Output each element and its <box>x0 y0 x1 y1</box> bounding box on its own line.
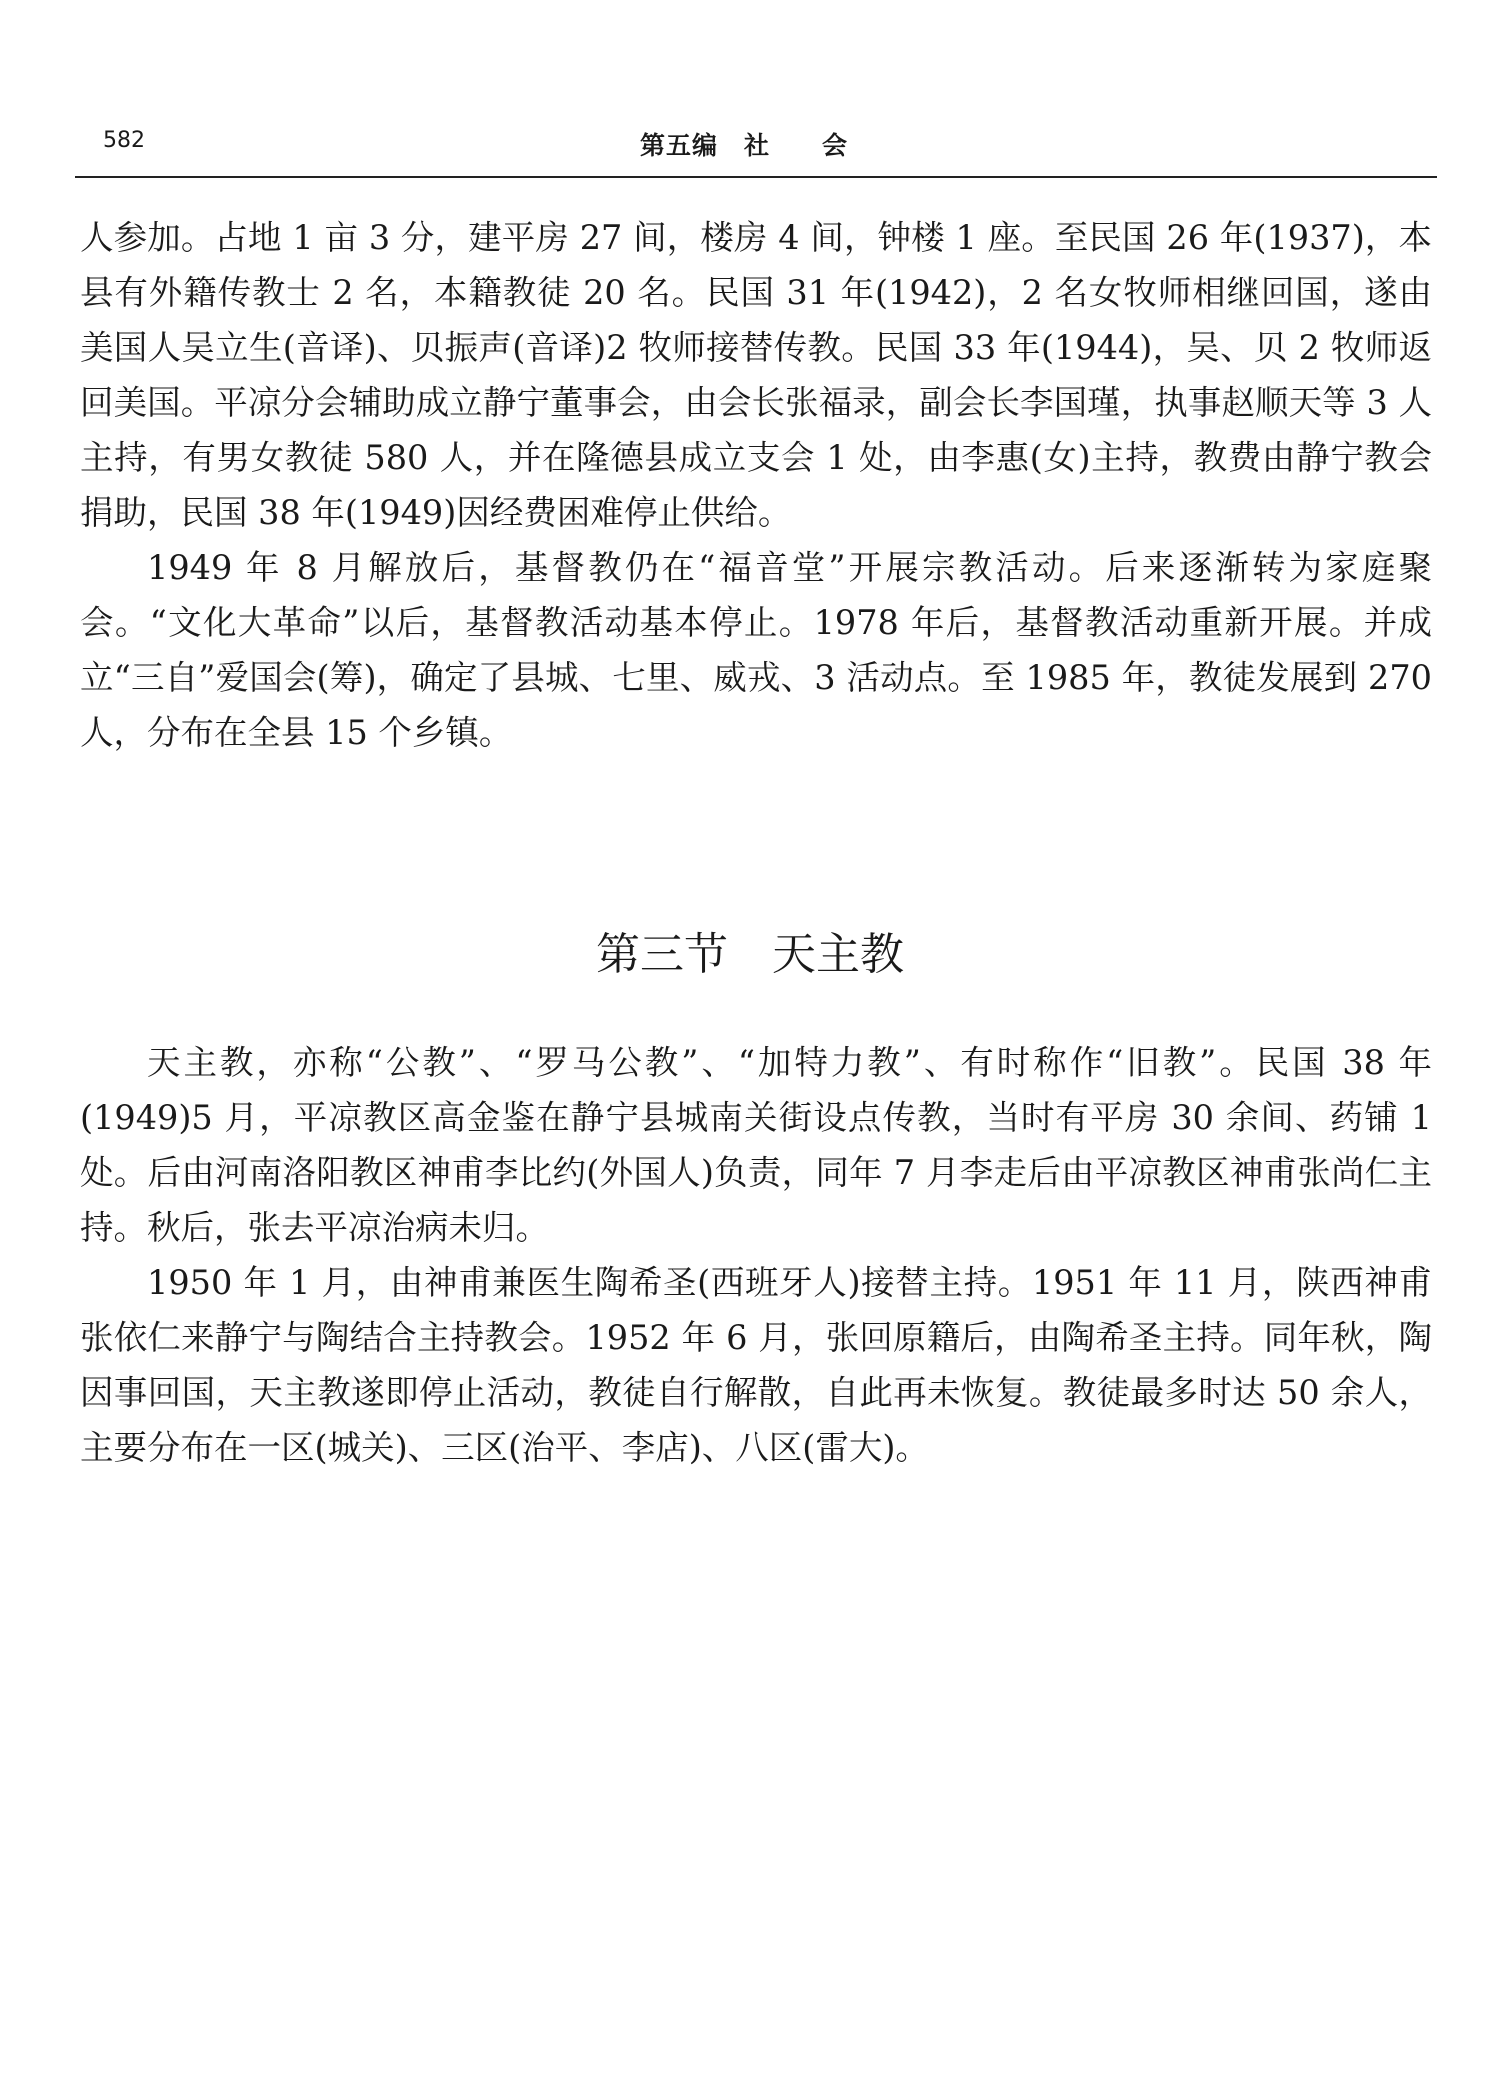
page-header <box>75 124 1435 172</box>
running-title: 第五编 社 会 <box>640 131 849 160</box>
paragraph-continued: 人参加。占地 1 亩 3 分，建平房 27 间，楼房 4 间，钟楼 1 座。至民国 26 年(1937)，本县有外籍传教士 2 名，本籍教徒 20 名。民国 31 年(1942)，2 名女牧师相继回国，遂由美国人吴立生(音译)、贝振声(音译)2 牧师接替传教。民国 33 年(1944)，吴、贝 2 牧师返回美国。平凉分会辅助成立静宁董事会，由会长张福录，副会长李国瑾，执事赵顺天等 3 人主持，有男女教徒 580 人，并在隆德县成立支会 1 处，由李惠(女)主持，教费由静宁教会捐助，民国 38 年(1949)因经费困难停止供给。 <box>80 218 1432 532</box>
paragraph: 1950 年 1 月，由神甫兼医生陶希圣(西班牙人)接替主持。1951 年 11 月，陕西神甫张依仁来静宁与陶结合主持教会。1952 年 6 月，张回原籍后，由陶希圣主持。同年秋，陶因事回国，天主教遂即停止活动，教徒自行解散，自此再未恢复。教徒最多时达 50 余人，主要分布在一区(城关)、三区(治平、李店)、八区(雷大)。 <box>80 1263 1432 1467</box>
header-rule <box>75 176 1437 178</box>
page-number: 582 <box>103 128 145 153</box>
section-heading: 第三节 天主教 <box>596 929 904 980</box>
paragraph: 1949 年 8 月解放后，基督教仍在“福音堂”开展宗教活动。后来逐渐转为家庭聚会。“文化大革命”以后，基督教活动基本停止。1978 年后，基督教活动重新开展。并成立“三自”爱国会(筹)，确定了县城、七里、威戎、3 活动点。至 1985 年，教徒发展到 270 人，分布在全县 15 个乡镇。 <box>80 548 1432 752</box>
body-text-after-section <box>80 1035 1432 1475</box>
paragraph: 天主教，亦称“公教”、“罗马公教”、“加特力教”、有时称作“旧教”。民国 38 年(1949)5 月，平凉教区高金鉴在静宁县城南关街设点传教，当时有平房 30 余间、药铺 1 处。后由河南洛阳教区神甫李比约(外国人)负责，同年 7 月李走后由平凉教区神甫张尚仁主持。秋后，张去平凉治病未归。 <box>80 1043 1432 1247</box>
body-text-before-section <box>80 210 1432 760</box>
